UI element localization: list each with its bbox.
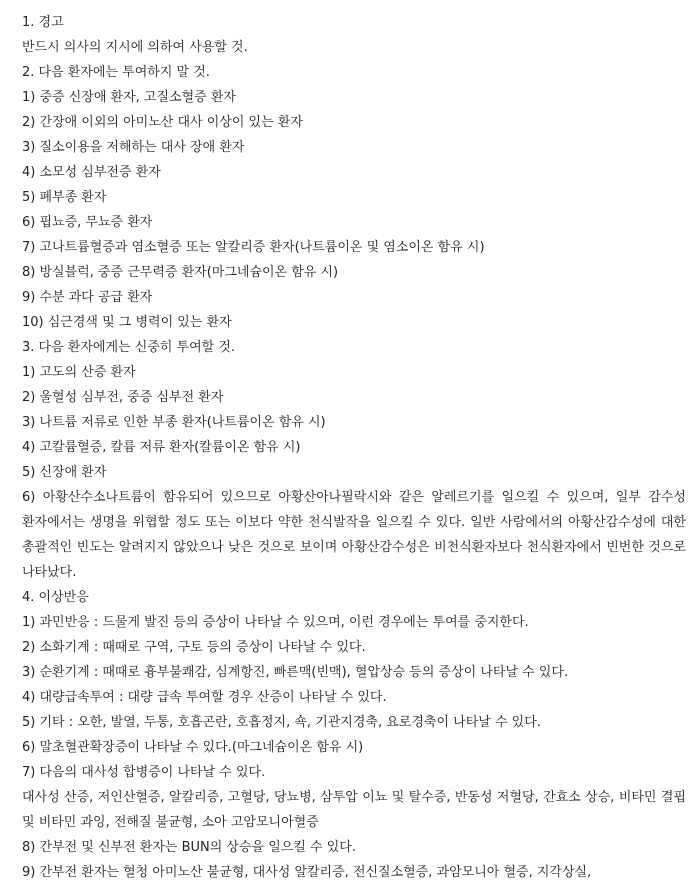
list-item: 3) 순환기계 : 때때로 흉부불쾌감, 심계항진, 빠른맥(빈맥), 혈압상승 등의 증상이 나타날 수 있다. xyxy=(22,665,569,680)
list-item: 6) 말초혈관확장증이 나타날 수 있다.(마그네슘이온 함유 시) xyxy=(22,740,364,755)
list-item: 10) 심근경색 및 그 병력이 있는 환자 xyxy=(22,315,232,330)
text-line: 반드시 의사의 지시에 의하여 사용할 것. xyxy=(22,40,248,55)
section-heading-contraindications: 2. 다음 환자에는 투여하지 말 것. xyxy=(22,65,210,80)
list-item: 3) 질소이용을 저해하는 대사 장애 환자 xyxy=(22,140,245,155)
section-heading-warning: 1. 경고 xyxy=(22,15,64,30)
list-item: 2) 간장애 이외의 아미노산 대사 이상이 있는 환자 xyxy=(22,115,303,130)
list-item: 1) 고도의 산증 환자 xyxy=(22,365,136,380)
list-item: 7) 다음의 대사성 합병증이 나타날 수 있다. xyxy=(22,765,266,780)
list-item: 1) 과민반응 : 드물게 발진 등의 증상이 나타날 수 있으며, 이런 경우에는 투여를 중지한다. xyxy=(22,615,529,630)
list-item: 2) 소화기계 : 때때로 구역, 구토 등의 증상이 나타날 수 있다. xyxy=(22,640,366,655)
list-item: 6) 핍뇨증, 무뇨증 환자 xyxy=(22,215,153,230)
list-item: 7) 고나트륨혈증과 염소혈증 또는 알칼리증 환자(나트륨이온 및 염소이온 함유 시) xyxy=(22,240,485,255)
list-item-paragraph: 대사성 산증, 저인산혈증, 알칼리증, 고혈당, 당뇨병, 삼투압 이뇨 및 탈수증, 반동성 저혈당, 간효소 상승, 비타민 결핍 및 비타민 과잉, 전해질 불균형, 소아 고암모니아혈증 xyxy=(22,790,686,830)
section-heading-precautions: 3. 다음 환자에게는 신중히 투여할 것. xyxy=(22,340,236,355)
list-item-paragraph: 6) 아황산수소나트륨이 함유되어 있으므로 아황산아나필락시와 같은 알레르기를 일으킬 수 있으며, 일부 감수성 환자에서는 생명을 위협할 정도 또는 이보다 약한 천식발작을 일으킬 수 있다. 일반 사람에서의 아황산감수성에 대한 총괄적인 빈도는 알려지지 않았으나 낮은 것으로 보이며 아황산감수성은 비천식환자보다 천식환자에서 빈번한 것으로 나타났다. xyxy=(22,490,686,580)
list-item: 4) 고칼륨혈증, 칼륨 저류 환자(칼륨이온 함유 시) xyxy=(22,440,301,455)
list-item: 3) 나트륨 저류로 인한 부종 환자(나트륨이온 함유 시) xyxy=(22,415,326,430)
list-item: 4) 대량급속투여 : 대량 급속 투여할 경우 산증이 나타날 수 있다. xyxy=(22,690,387,705)
list-item: 8) 방실블럭, 중증 근무력증 환자(마그네슘이온 함유 시) xyxy=(22,265,339,280)
section-heading-adverse-reactions: 4. 이상반응 xyxy=(22,590,89,605)
list-item: 2) 울혈성 심부전, 중증 심부전 환자 xyxy=(22,390,224,405)
list-item: 5) 폐부종 환자 xyxy=(22,190,107,205)
document-body xyxy=(0,10,691,885)
list-item: 1) 중증 신장애 환자, 고질소혈증 환자 xyxy=(22,90,236,105)
list-item: 9) 간부전 환자는 혈청 아미노산 불균형, 대사성 알칼리증, 전신질소혈증, 과암모니아 혈증, 지각상실, xyxy=(22,865,592,880)
list-item: 5) 기타 : 오한, 발열, 두통, 호흡곤란, 호흡정지, 쇽, 기관지경축, 요로경축이 나타날 수 있다. xyxy=(22,715,541,730)
list-item: 4) 소모성 심부전증 환자 xyxy=(22,165,161,180)
list-item: 5) 신장애 환자 xyxy=(22,465,107,480)
list-item: 9) 수분 과다 공급 환자 xyxy=(22,290,153,305)
list-item: 8) 간부전 및 신부전 환자는 BUN의 상승을 일으킬 수 있다. xyxy=(22,840,356,855)
